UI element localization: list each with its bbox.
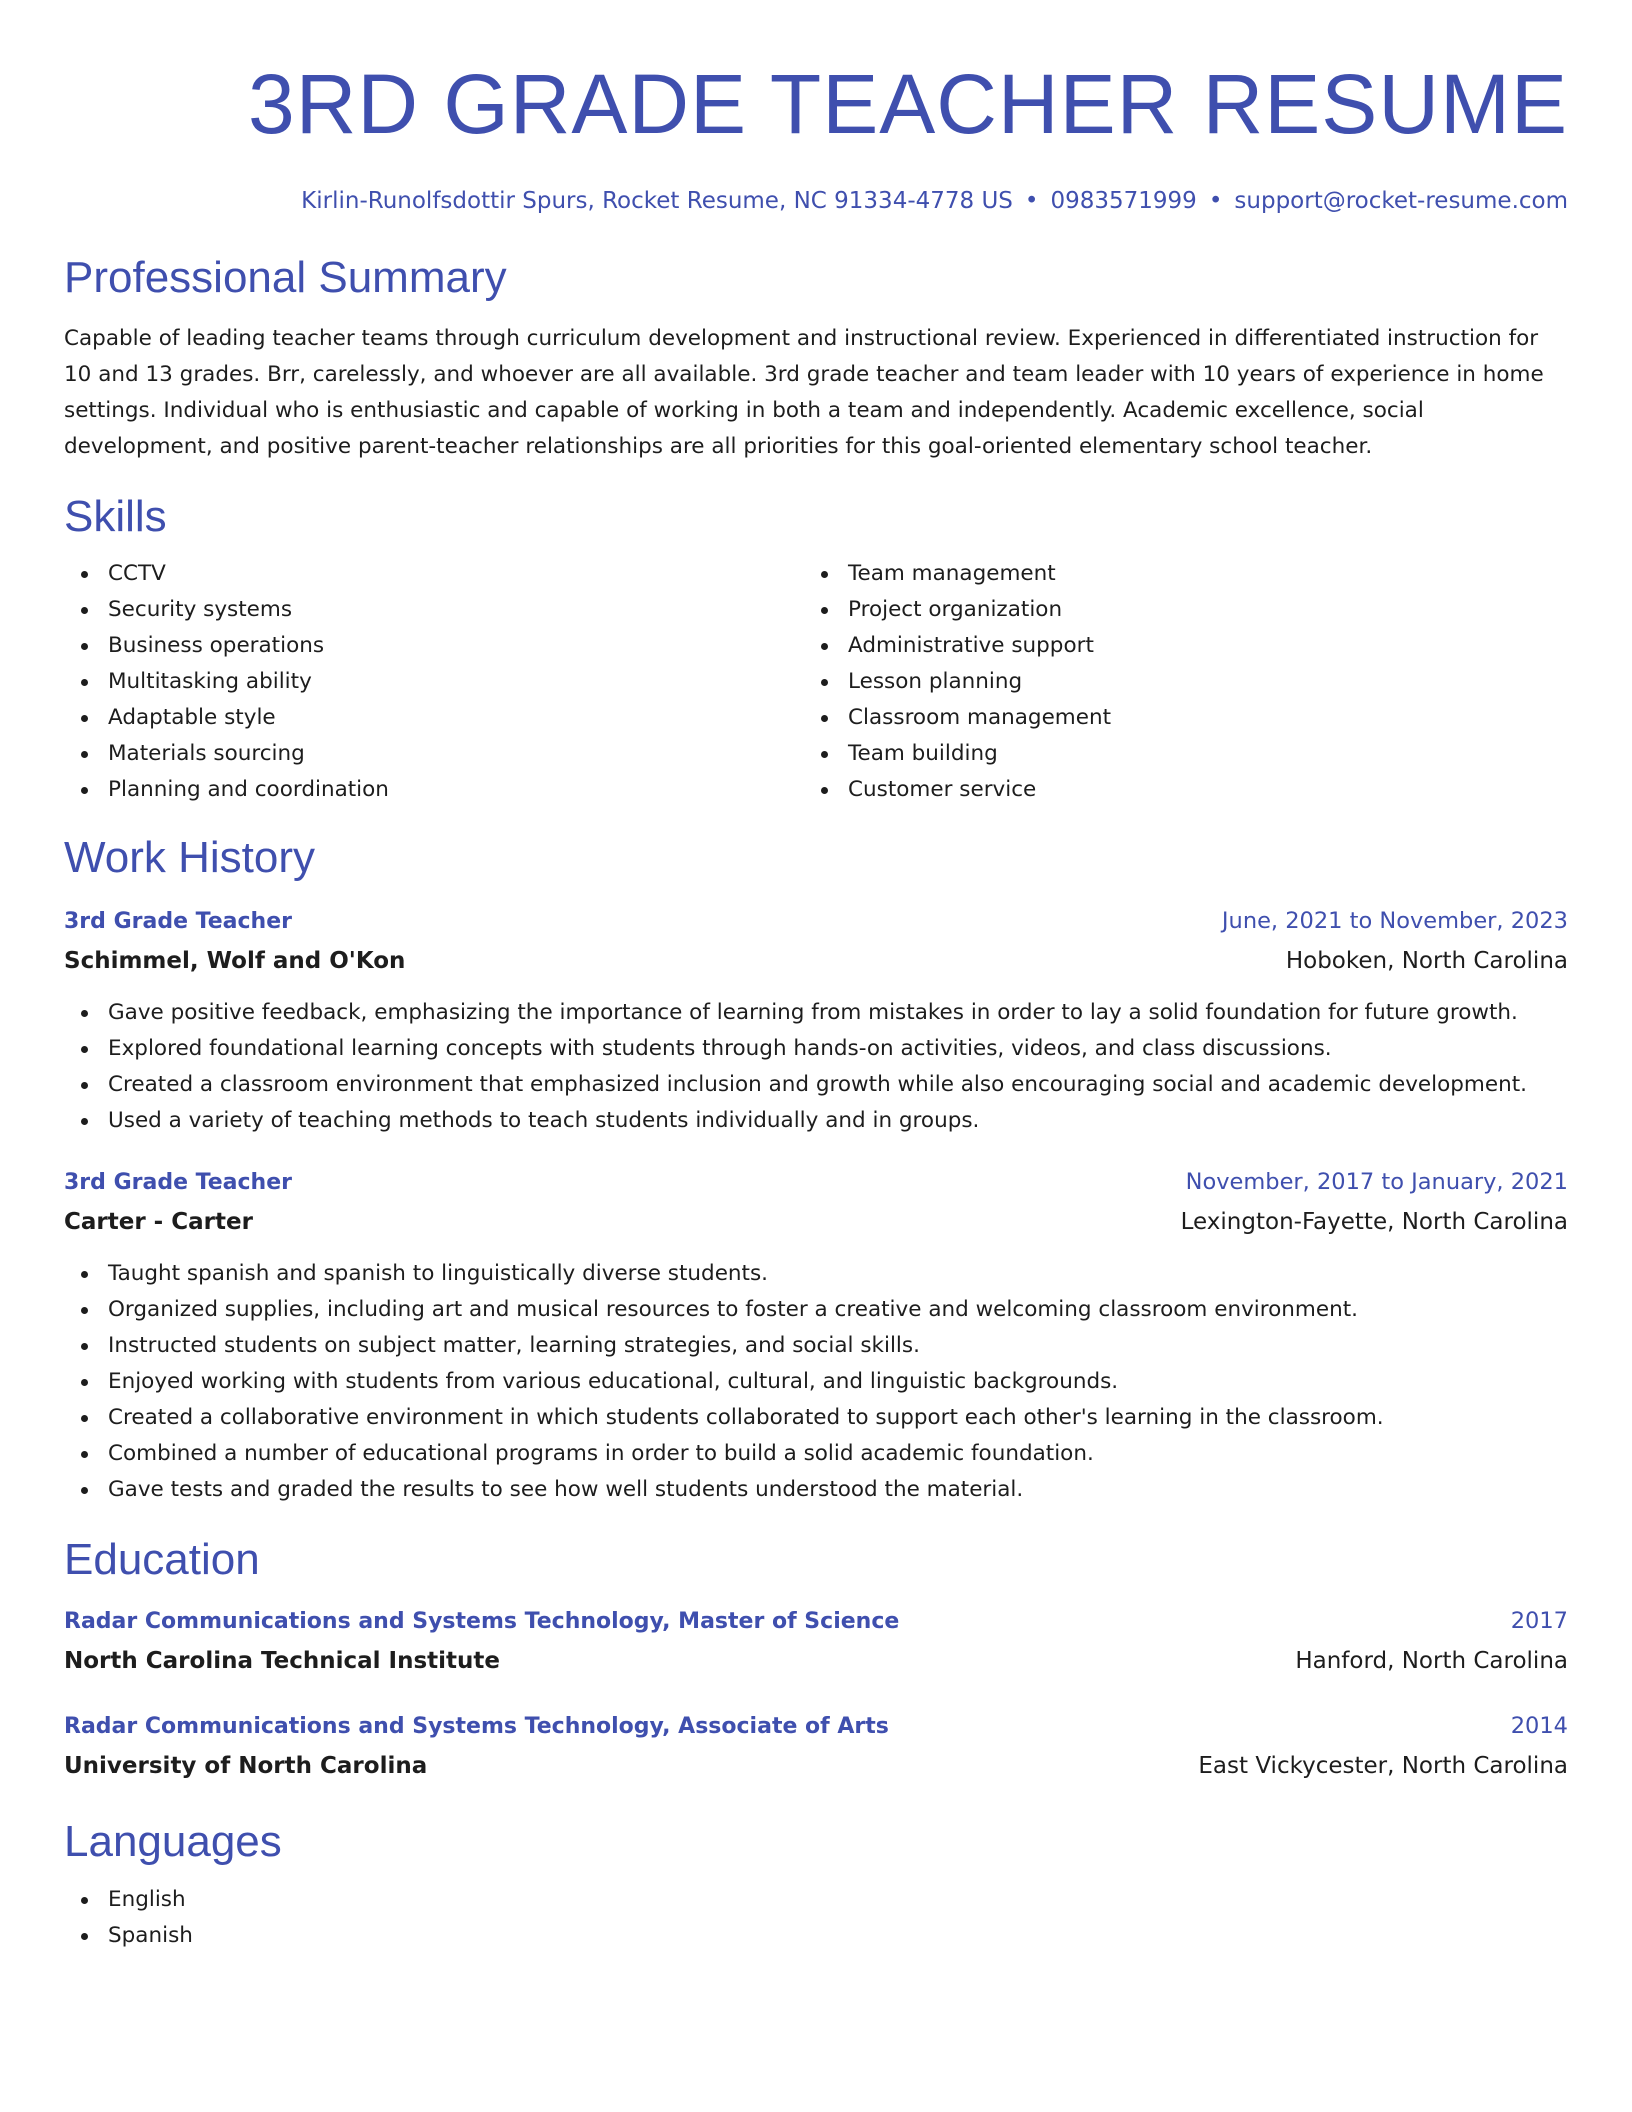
job-duty-item: Instructed students on subject matter, learning strategies, and social skills.: [64, 1328, 1568, 1364]
education-header: [64, 1606, 1568, 1637]
skills-list-right: [804, 556, 1544, 808]
job-dates: November, 2017 to January, 2021: [1185, 1169, 1568, 1195]
job-duty-item: Combined a number of educational programs in order to build a solid academic foundation.: [64, 1436, 1568, 1472]
education-year: 2014: [1510, 1713, 1568, 1739]
education-entry: [64, 1606, 1568, 1677]
job-duty-item: Gave tests and graded the results to see how well students understood the material.: [64, 1472, 1568, 1508]
job-title: 3rd Grade Teacher: [64, 909, 292, 934]
job-dates: June, 2021 to November, 2023: [1221, 908, 1568, 934]
skill-item: CCTV: [64, 556, 804, 592]
job-subheader: [64, 945, 1568, 977]
job-location: Lexington-Fayette, North Carolina: [1180, 1209, 1568, 1235]
skills-heading: Skills: [64, 492, 167, 541]
education-subheader: [64, 1750, 1568, 1782]
job-duty-item: Used a variety of teaching methods to teach students individually and in groups.: [64, 1103, 1568, 1139]
skill-item: Customer service: [804, 772, 1544, 808]
skill-item: Multitasking ability: [64, 664, 804, 700]
work-history-heading: Work History: [64, 833, 315, 882]
skill-item: Team management: [804, 556, 1544, 592]
resume-title: 3RD GRADE TEACHER RESUME: [247, 57, 1568, 151]
job-entry: [64, 1167, 1568, 1508]
skill-item: Classroom management: [804, 700, 1544, 736]
job-duty-item: Enjoyed working with students from various educational, cultural, and linguistic backgrounds.: [64, 1364, 1568, 1400]
languages-list: [64, 1882, 1568, 1954]
job-duty-item: Organized supplies, including art and musical resources to foster a creative and welcoming classroom environment.: [64, 1292, 1568, 1328]
skill-item: Business operations: [64, 628, 804, 664]
job-title: 3rd Grade Teacher: [64, 1170, 292, 1195]
contact-email[interactable]: support@rocket-resume.com: [1234, 188, 1568, 214]
summary-text: Capable of leading teacher teams through curriculum development and instructional review. Experienced in differentiated instruction for 10 and 13 grades. Brr, carelessly, and whoever are all available. 3rd grade teacher and team leader with 10 years of experience in home settings. Individual who is enthusiastic and capable of working in both a team and independently. Academic excellence, social development, and positive parent-teacher relationships are all priorities for this goal-oriented elementary school teacher.: [64, 326, 1544, 459]
job-duty-item: Gave positive feedback, emphasizing the importance of learning from mistakes in order to lay a solid foundation for future growth.: [64, 995, 1568, 1031]
job-company: Schimmel, Wolf and O'Kon: [64, 948, 406, 974]
skill-item: Adaptable style: [64, 700, 804, 736]
job-header: [64, 1167, 1568, 1198]
language-item: English: [64, 1882, 1568, 1918]
skill-item: Project organization: [804, 592, 1544, 628]
job-duty-item: Taught spanish and spanish to linguistically diverse students.: [64, 1256, 1568, 1292]
education-subheader: [64, 1645, 1568, 1677]
job-duties-list: [64, 1256, 1568, 1508]
education-degree: Radar Communications and Systems Technology, Master of Science: [64, 1609, 900, 1634]
skill-item: Security systems: [64, 592, 804, 628]
summary-section: [64, 252, 1568, 465]
skills-list-left: [64, 556, 804, 808]
job-entry: [64, 906, 1568, 1139]
job-duties-list: [64, 995, 1568, 1139]
languages-heading: Languages: [64, 1817, 282, 1866]
language-item: Spanish: [64, 1918, 1568, 1954]
skill-item: Planning and coordination: [64, 772, 804, 808]
education-school: University of North Carolina: [64, 1753, 428, 1779]
education-degree: Radar Communications and Systems Technology, Associate of Arts: [64, 1714, 889, 1739]
skills-section: [64, 491, 1568, 808]
education-location: East Vickycester, North Carolina: [1198, 1753, 1568, 1779]
languages-section: [64, 1816, 1568, 1954]
contact-phone: 0983571999: [1050, 188, 1197, 214]
job-duty-item: Created a collaborative environment in which students collaborated to support each other's learning in the classroom.: [64, 1400, 1568, 1436]
contact-separator: •: [1024, 188, 1039, 214]
skill-item: Lesson planning: [804, 664, 1544, 700]
education-year: 2017: [1510, 1608, 1568, 1634]
skill-item: Materials sourcing: [64, 736, 804, 772]
job-location: Hoboken, North Carolina: [1285, 948, 1568, 974]
skill-item: Administrative support: [804, 628, 1544, 664]
job-header: [64, 906, 1568, 937]
education-school: North Carolina Technical Institute: [64, 1648, 500, 1674]
job-subheader: [64, 1206, 1568, 1238]
contact-separator: •: [1208, 188, 1223, 214]
education-header: [64, 1711, 1568, 1742]
education-location: Hanford, North Carolina: [1295, 1648, 1568, 1674]
education-section: [64, 1534, 1568, 1782]
skill-item: Team building: [804, 736, 1544, 772]
education-entry: [64, 1711, 1568, 1782]
skills-grid: [64, 556, 1568, 808]
job-duty-item: Explored foundational learning concepts with students through hands-on activities, videos, and class discussions.: [64, 1031, 1568, 1067]
job-company: Carter - Carter: [64, 1209, 253, 1235]
job-duty-item: Created a classroom environment that emphasized inclusion and growth while also encouraging social and academic development.: [64, 1067, 1568, 1103]
contact-address: Kirlin-Runolfsdottir Spurs, Rocket Resume, NC 91334-4778 US: [301, 188, 1013, 214]
education-heading: Education: [64, 1535, 260, 1584]
summary-heading: Professional Summary: [64, 253, 507, 302]
work-history-section: [64, 832, 1568, 1508]
contact-line: [64, 186, 1568, 216]
